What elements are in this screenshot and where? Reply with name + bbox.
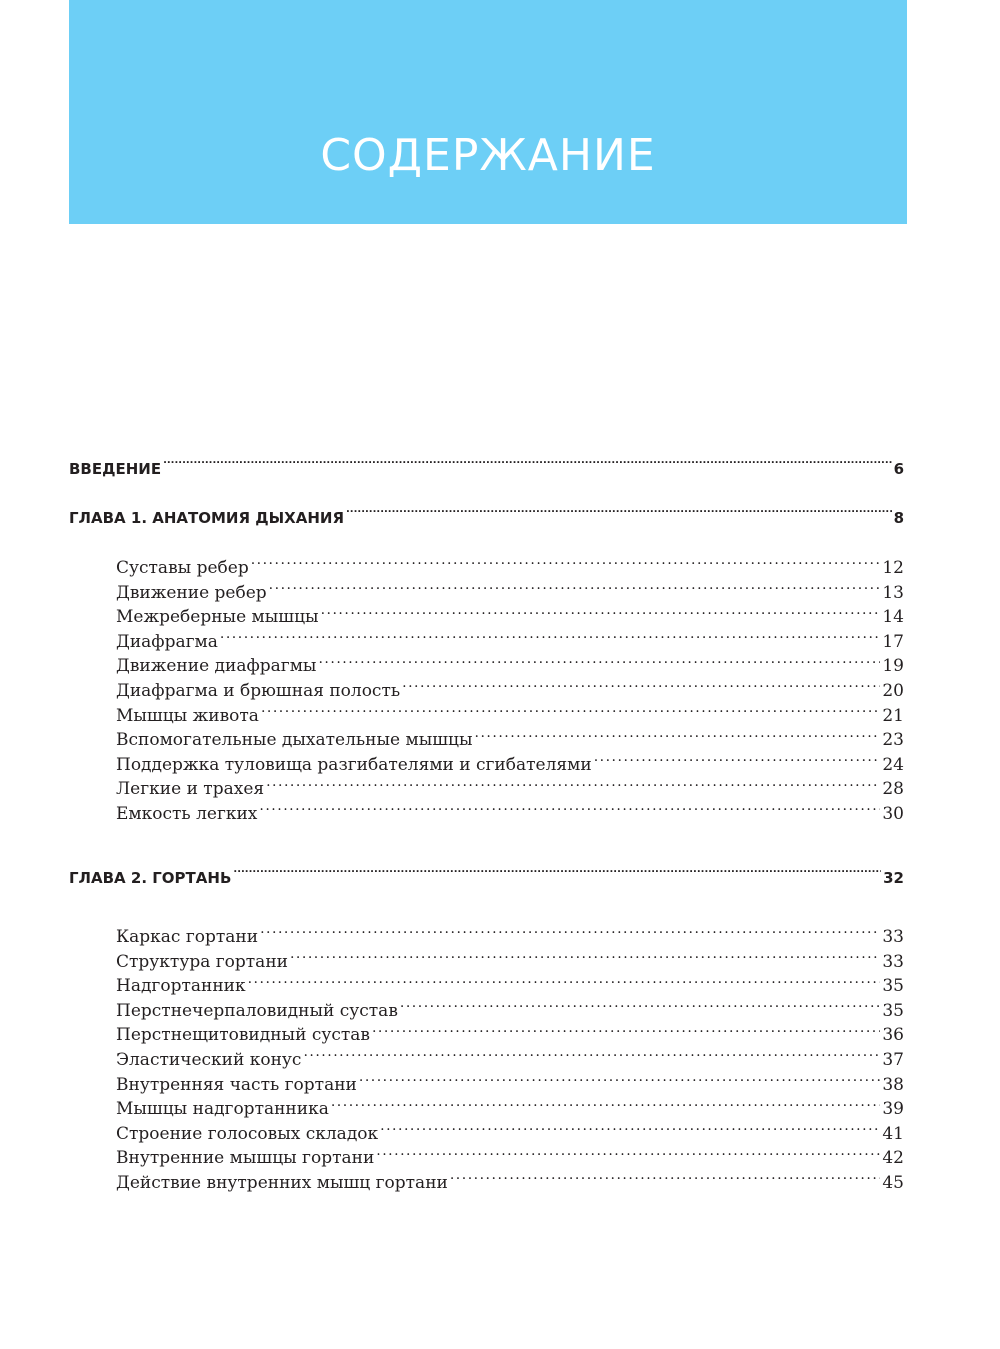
dot-leader: [475, 728, 881, 745]
toc-entry[interactable]: [116, 802, 904, 827]
toc-chapter-1-label: ГЛАВА 1. АНАТОМИЯ ДЫХАНИЯ: [69, 509, 344, 527]
toc-entry-page: 39: [882, 1099, 904, 1120]
toc-entry-page: 19: [882, 656, 904, 677]
toc-entry-label: Надгортанник: [116, 976, 246, 997]
toc-entry[interactable]: [116, 630, 904, 655]
toc-chapter-2-page: 32: [883, 869, 904, 887]
toc-entry[interactable]: [116, 1048, 904, 1073]
toc-entry-label: Внутренняя часть гортани: [116, 1074, 357, 1095]
toc-entry-page: 13: [882, 582, 904, 603]
toc-entry-label: Эластический конус: [116, 1049, 302, 1070]
toc-entry-page: 35: [882, 976, 904, 997]
toc-entry-label: Перстнечерпаловидный сустав: [116, 1000, 398, 1021]
toc-entry[interactable]: [116, 704, 904, 729]
toc-entry[interactable]: [116, 654, 904, 679]
dot-leader: [259, 802, 880, 819]
toc-entry[interactable]: [116, 950, 904, 975]
toc-entry-label: Мышцы живота: [116, 705, 259, 726]
toc-entry-label: Структура гортани: [116, 951, 288, 972]
toc-entry-page: 21: [882, 705, 904, 726]
dot-leader: [251, 556, 881, 573]
dot-leader: [359, 1073, 880, 1090]
toc-chapter-1-page: 8: [893, 509, 904, 527]
toc-entry-label: Вспомогательные дыхательные мышцы: [116, 730, 473, 751]
toc-intro-label: ВВЕДЕНИЕ: [69, 460, 162, 478]
chapter-2-sections: [69, 925, 904, 1196]
toc-entry-page: 12: [882, 558, 904, 578]
dot-leader: [400, 999, 880, 1016]
toc-entry[interactable]: [116, 999, 904, 1024]
toc-entry[interactable]: [116, 728, 904, 753]
toc-entry-page: 38: [882, 1074, 904, 1095]
toc-entry[interactable]: [116, 679, 904, 704]
toc-entry-label: Диафрагма и брюшная полость: [116, 680, 401, 701]
dot-leader: [318, 654, 880, 671]
dot-leader: [594, 753, 881, 770]
toc-entry-label: Межреберные мышцы: [116, 607, 319, 628]
dot-leader: [290, 950, 880, 967]
toc-entry-label: Легкие и трахея: [116, 779, 265, 800]
dot-leader: [220, 630, 880, 647]
toc-entry-page: 41: [882, 1123, 904, 1144]
dot-leader: [260, 925, 880, 942]
dot-leader: [346, 508, 892, 523]
dot-leader: [321, 605, 881, 622]
toc-entry[interactable]: [116, 925, 904, 950]
dot-leader: [261, 704, 880, 721]
toc-entry-page: 33: [882, 951, 904, 972]
toc-entry-label: Движение ребер: [116, 582, 267, 603]
toc-entry-page: 42: [882, 1148, 904, 1169]
toc-entry[interactable]: [116, 556, 904, 581]
toc-chapter-2[interactable]: [69, 865, 904, 891]
toc-entry-page: 33: [882, 927, 904, 947]
toc-entry-page: 45: [882, 1172, 904, 1193]
toc-entry[interactable]: [116, 1073, 904, 1098]
toc-intro-page: 6: [893, 460, 904, 478]
toc-entry-label: Внутренние мышцы гортани: [116, 1148, 375, 1169]
dot-leader: [269, 581, 881, 598]
dot-leader: [266, 777, 880, 794]
toc-entry-label: Мышцы надгортанника: [116, 1099, 329, 1120]
toc-entry-label: Суставы ребер: [116, 558, 249, 578]
toc-entry[interactable]: [116, 974, 904, 999]
toc-entry[interactable]: [116, 1146, 904, 1171]
toc-entry[interactable]: [116, 1023, 904, 1048]
toc-entry-label: Емкость легких: [116, 803, 258, 824]
toc-entry-page: 14: [882, 607, 904, 628]
toc-entry-label: Диафрагма: [116, 631, 218, 652]
toc-entry-page: 30: [882, 803, 904, 824]
toc-entry-label: Каркас гортани: [116, 927, 259, 947]
toc-entry-page: 17: [882, 631, 904, 652]
toc-intro[interactable]: [69, 456, 904, 482]
toc-entry-page: 23: [882, 730, 904, 751]
dot-leader: [376, 1146, 880, 1163]
toc-entry-page: 28: [882, 779, 904, 800]
dot-leader: [248, 974, 881, 991]
header-banner: [69, 0, 907, 224]
toc-entry-label: Поддержка туловища разгибателями и сгибателями: [116, 754, 592, 775]
toc-chapter-2-label: ГЛАВА 2. ГОРТАНЬ: [69, 869, 232, 887]
toc-chapter-1[interactable]: [69, 505, 904, 531]
toc-entry-page: 20: [882, 680, 904, 701]
dot-leader: [372, 1023, 880, 1040]
toc-entry[interactable]: [116, 753, 904, 778]
dot-leader: [233, 868, 881, 883]
toc-entry-label: Перстнещитовидный сустав: [116, 1025, 370, 1046]
toc-entry[interactable]: [116, 1171, 904, 1196]
dot-leader: [450, 1171, 881, 1188]
toc-entry[interactable]: [116, 605, 904, 630]
page-title: СОДЕРЖАНИЕ: [320, 130, 656, 181]
toc-entry-page: 36: [882, 1025, 904, 1046]
toc-entry[interactable]: [116, 581, 904, 606]
dot-leader: [163, 459, 891, 474]
toc-entry-label: Движение диафрагмы: [116, 656, 317, 677]
toc-entry-page: 35: [882, 1000, 904, 1021]
dot-leader: [303, 1048, 880, 1065]
toc-entry[interactable]: [116, 777, 904, 802]
toc-entry-page: 37: [882, 1049, 904, 1070]
toc-entry-label: Действие внутренних мышц гортани: [116, 1172, 448, 1193]
dot-leader: [331, 1097, 881, 1114]
toc-entry[interactable]: [116, 1122, 904, 1147]
dot-leader: [380, 1122, 880, 1139]
toc-entry[interactable]: [116, 1097, 904, 1122]
dot-leader: [402, 679, 880, 696]
toc-entry-page: 24: [882, 754, 904, 775]
toc-entry-label: Строение голосовых складок: [116, 1123, 379, 1144]
chapter-1-sections: [69, 556, 904, 827]
